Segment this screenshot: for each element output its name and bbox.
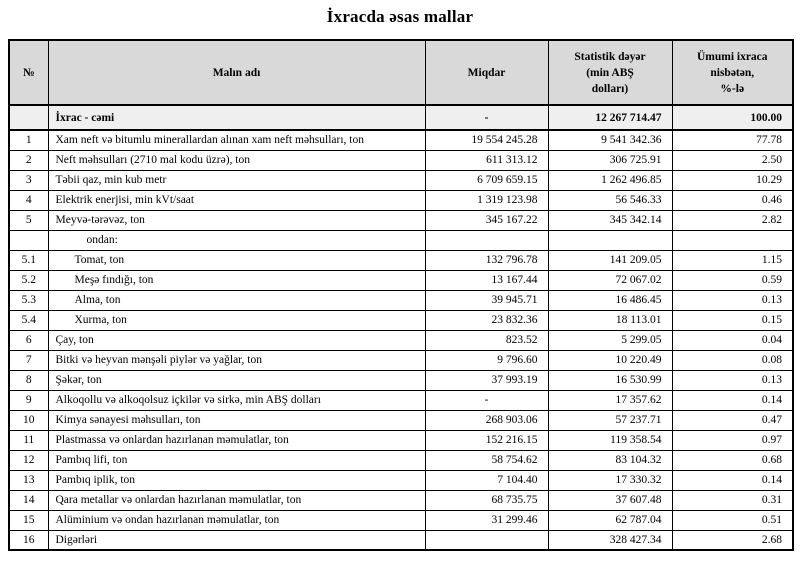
cell-no: 5.1 bbox=[9, 250, 48, 270]
cell-no bbox=[9, 105, 48, 130]
cell-share: 0.59 bbox=[672, 270, 793, 290]
cell-name: Meşə fındığı, ton bbox=[48, 270, 425, 290]
cell-share: 10.29 bbox=[672, 170, 793, 190]
cell-no: 11 bbox=[9, 430, 48, 450]
cell-share: 0.13 bbox=[672, 290, 793, 310]
cell-qty: 7 104.40 bbox=[425, 470, 548, 490]
header-share-line3: %-lə bbox=[720, 82, 745, 95]
cell-no: 5.4 bbox=[9, 310, 48, 330]
cell-no: 12 bbox=[9, 450, 48, 470]
cell-qty bbox=[425, 530, 548, 550]
cell-share: 1.15 bbox=[672, 250, 793, 270]
header-name: Malın adı bbox=[48, 40, 425, 105]
header-share-line2: nisbətən, bbox=[710, 66, 755, 79]
cell-val: 83 104.32 bbox=[548, 450, 672, 470]
cell-no: 8 bbox=[9, 370, 48, 390]
cell-name: Kimya sənayesi məhsulları, ton bbox=[48, 410, 425, 430]
table-row bbox=[9, 490, 793, 510]
table-row bbox=[9, 150, 793, 170]
cell-qty: 611 313.12 bbox=[425, 150, 548, 170]
cell-qty: 58 754.62 bbox=[425, 450, 548, 470]
cell-no: 6 bbox=[9, 330, 48, 350]
cell-no: 1 bbox=[9, 130, 48, 150]
cell-name: Neft məhsulları (2710 mal kodu üzrə), ton bbox=[48, 150, 425, 170]
table-row bbox=[9, 370, 793, 390]
table-row bbox=[9, 470, 793, 490]
cell-qty: 152 216.15 bbox=[425, 430, 548, 450]
cell-qty: 31 299.46 bbox=[425, 510, 548, 530]
header-share bbox=[672, 40, 793, 105]
table-row bbox=[9, 510, 793, 530]
cell-share: 0.13 bbox=[672, 370, 793, 390]
cell-name: Pambıq iplik, ton bbox=[48, 470, 425, 490]
cell-name: ondan: bbox=[48, 230, 425, 250]
header-share-line1: Ümumi ixraca bbox=[696, 50, 768, 63]
cell-no: 5 bbox=[9, 210, 48, 230]
cell-qty: 9 796.60 bbox=[425, 350, 548, 370]
table-row bbox=[9, 210, 793, 230]
header-value-line3: dolları) bbox=[591, 82, 629, 95]
cell-share: 0.14 bbox=[672, 470, 793, 490]
table-row bbox=[9, 430, 793, 450]
cell-qty: - bbox=[425, 105, 548, 130]
cell-val: 56 546.33 bbox=[548, 190, 672, 210]
cell-share bbox=[672, 230, 793, 250]
cell-val: 141 209.05 bbox=[548, 250, 672, 270]
cell-qty: 37 993.19 bbox=[425, 370, 548, 390]
cell-share: 0.47 bbox=[672, 410, 793, 430]
table-row bbox=[9, 170, 793, 190]
table-body bbox=[9, 105, 793, 550]
cell-val: 62 787.04 bbox=[548, 510, 672, 530]
table-row bbox=[9, 270, 793, 290]
cell-val: 9 541 342.36 bbox=[548, 130, 672, 150]
cell-share: 0.68 bbox=[672, 450, 793, 470]
cell-share: 0.97 bbox=[672, 430, 793, 450]
cell-share: 100.00 bbox=[672, 105, 793, 130]
table-row bbox=[9, 350, 793, 370]
cell-val: 306 725.91 bbox=[548, 150, 672, 170]
cell-qty: 39 945.71 bbox=[425, 290, 548, 310]
cell-val: 17 357.62 bbox=[548, 390, 672, 410]
table-row bbox=[9, 130, 793, 150]
header-value-line2: (min ABŞ bbox=[586, 66, 634, 79]
cell-share: 0.04 bbox=[672, 330, 793, 350]
cell-no bbox=[9, 230, 48, 250]
cell-name: Xurma, ton bbox=[48, 310, 425, 330]
cell-val: 10 220.49 bbox=[548, 350, 672, 370]
table-row bbox=[9, 310, 793, 330]
cell-no: 2 bbox=[9, 150, 48, 170]
cell-name: Bitki və heyvan mənşəli piylər və yağlar, ton bbox=[48, 350, 425, 370]
cell-qty: 19 554 245.28 bbox=[425, 130, 548, 150]
cell-val: 18 113.01 bbox=[548, 310, 672, 330]
cell-no: 10 bbox=[9, 410, 48, 430]
table-row bbox=[9, 450, 793, 470]
cell-name: Pambıq lifi, ton bbox=[48, 450, 425, 470]
table-row bbox=[9, 530, 793, 550]
cell-name: Qara metallar və onlardan hazırlanan məmulatlar, ton bbox=[48, 490, 425, 510]
cell-share: 0.15 bbox=[672, 310, 793, 330]
table-row bbox=[9, 230, 793, 250]
cell-qty: 23 832.36 bbox=[425, 310, 548, 330]
cell-name: Şəkər, ton bbox=[48, 370, 425, 390]
cell-val: 57 237.71 bbox=[548, 410, 672, 430]
cell-name: Elektrik enerjisi, min kVt/saat bbox=[48, 190, 425, 210]
cell-no: 3 bbox=[9, 170, 48, 190]
cell-name: Tomat, ton bbox=[48, 250, 425, 270]
cell-qty: - bbox=[425, 390, 548, 410]
cell-name: Alma, ton bbox=[48, 290, 425, 310]
export-goods-table bbox=[8, 39, 794, 551]
cell-val: 119 358.54 bbox=[548, 430, 672, 450]
cell-share: 0.08 bbox=[672, 350, 793, 370]
cell-val: 72 067.02 bbox=[548, 270, 672, 290]
cell-val: 5 299.05 bbox=[548, 330, 672, 350]
cell-val: 37 607.48 bbox=[548, 490, 672, 510]
cell-qty: 6 709 659.15 bbox=[425, 170, 548, 190]
cell-share: 2.50 bbox=[672, 150, 793, 170]
header-value-line1: Statistik dəyər bbox=[574, 50, 646, 63]
header-value bbox=[548, 40, 672, 105]
cell-share: 0.51 bbox=[672, 510, 793, 530]
cell-share: 0.14 bbox=[672, 390, 793, 410]
cell-qty: 13 167.44 bbox=[425, 270, 548, 290]
cell-no: 5.2 bbox=[9, 270, 48, 290]
cell-share: 0.46 bbox=[672, 190, 793, 210]
table-row bbox=[9, 410, 793, 430]
cell-no: 5.3 bbox=[9, 290, 48, 310]
cell-qty: 345 167.22 bbox=[425, 210, 548, 230]
header-quantity: Miqdar bbox=[425, 40, 548, 105]
table-row bbox=[9, 330, 793, 350]
cell-name: İxrac - cəmi bbox=[48, 105, 425, 130]
cell-name: Plastmassa və onlardan hazırlanan məmulatlar, ton bbox=[48, 430, 425, 450]
cell-val: 16 530.99 bbox=[548, 370, 672, 390]
cell-name: Alüminium və ondan hazırlanan məmulatlar, ton bbox=[48, 510, 425, 530]
cell-qty: 132 796.78 bbox=[425, 250, 548, 270]
cell-no: 4 bbox=[9, 190, 48, 210]
cell-share: 2.68 bbox=[672, 530, 793, 550]
cell-no: 7 bbox=[9, 350, 48, 370]
header-row bbox=[9, 40, 793, 105]
cell-name: Təbii qaz, min kub metr bbox=[48, 170, 425, 190]
cell-qty: 268 903.06 bbox=[425, 410, 548, 430]
cell-no: 15 bbox=[9, 510, 48, 530]
table-row bbox=[9, 250, 793, 270]
cell-no: 9 bbox=[9, 390, 48, 410]
cell-qty: 823.52 bbox=[425, 330, 548, 350]
cell-val: 345 342.14 bbox=[548, 210, 672, 230]
cell-name: Xam neft və bitumlu minerallardan alınan xam neft məhsulları, ton bbox=[48, 130, 425, 150]
cell-qty: 1 319 123.98 bbox=[425, 190, 548, 210]
cell-val bbox=[548, 230, 672, 250]
cell-no: 14 bbox=[9, 490, 48, 510]
cell-val: 1 262 496.85 bbox=[548, 170, 672, 190]
page-title: İxracda əsas mallar bbox=[326, 7, 474, 26]
cell-qty: 68 735.75 bbox=[425, 490, 548, 510]
cell-val: 328 427.34 bbox=[548, 530, 672, 550]
cell-share: 77.78 bbox=[672, 130, 793, 150]
cell-name: Çay, ton bbox=[48, 330, 425, 350]
header-no: № bbox=[9, 40, 48, 105]
total-row bbox=[9, 105, 793, 130]
cell-name: Digərləri bbox=[48, 530, 425, 550]
cell-share: 0.31 bbox=[672, 490, 793, 510]
table-row bbox=[9, 290, 793, 310]
table-row bbox=[9, 390, 793, 410]
cell-val: 17 330.32 bbox=[548, 470, 672, 490]
cell-name: Meyvə-tərəvəz, ton bbox=[48, 210, 425, 230]
cell-val: 12 267 714.47 bbox=[548, 105, 672, 130]
cell-no: 16 bbox=[9, 530, 48, 550]
table-header bbox=[9, 40, 793, 105]
table-row bbox=[9, 190, 793, 210]
cell-no: 13 bbox=[9, 470, 48, 490]
cell-qty bbox=[425, 230, 548, 250]
cell-val: 16 486.45 bbox=[548, 290, 672, 310]
cell-share: 2.82 bbox=[672, 210, 793, 230]
cell-name: Alkoqollu və alkoqolsuz içkilər və sirkə, min ABŞ dolları bbox=[48, 390, 425, 410]
